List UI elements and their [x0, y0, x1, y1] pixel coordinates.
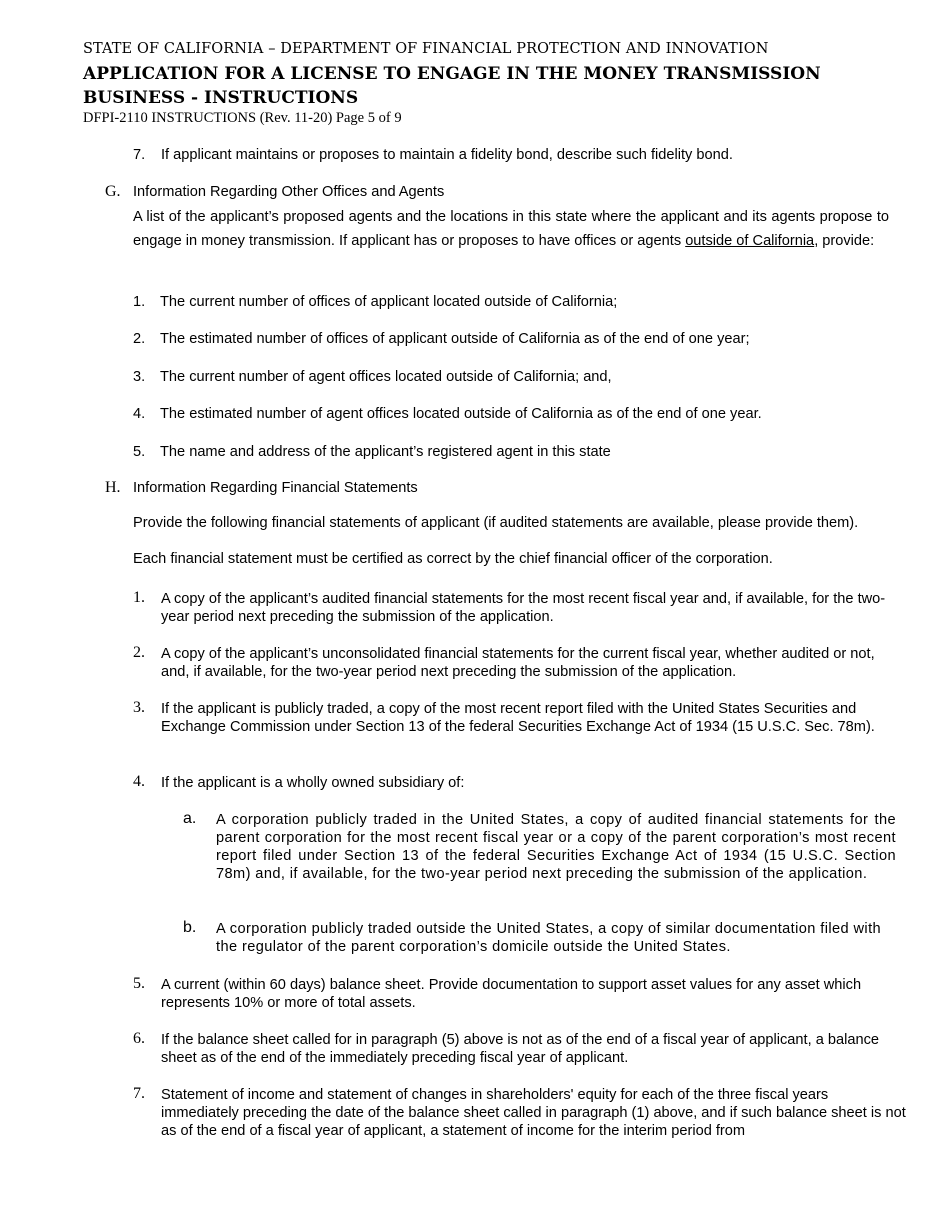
- paragraph-underlined-text: outside of California: [685, 233, 815, 249]
- list-item: A copy of the applicant’s unconsolidated financial statements for the current fiscal year, whether audited or not, and, if available, for the two-year period next preceding the submission of the application.: [161, 646, 875, 680]
- list-number: 1.: [133, 294, 146, 310]
- list-item: If the applicant is publicly traded, a copy of the most recent report filed with the United States Securities and Exchange Commission under Section 13 of the federal Securities Exchange Act of 1934 (15 U.S.C. Sec. 78m).: [161, 701, 875, 735]
- list-item: A copy of the applicant’s audited financial statements for the most recent fiscal year and, if available, for the two-year period next preceding the submission of the application.: [161, 591, 886, 625]
- list-number: 1.: [133, 589, 145, 606]
- form-reference: DFPI-2110 INSTRUCTIONS (Rev. 11-20) Page 5 of 9: [83, 110, 402, 126]
- paragraph-text: A list of the applicant’s proposed agents and the locations in this state where the applicant and its agents propose to engage in money transmission. If applicant has or proposes to have offices or agents: [133, 209, 889, 249]
- list-item: If the balance sheet called for in paragraph (5) above is not as of the end of a fiscal year of applicant, a balance sheet as of the end of the immediately preceding fiscal year of applicant.: [161, 1032, 879, 1066]
- list-text: If applicant maintains or proposes to maintain a fidelity bond, describe such fidelity bond.: [161, 147, 733, 163]
- agency-header: STATE OF CALIFORNIA – DEPARTMENT OF FINANCIAL PROTECTION AND INNOVATION: [83, 41, 769, 57]
- document-title: APPLICATION FOR A LICENSE TO ENGAGE IN THE MONEY TRANSMISSION BUSINESS - INSTRUCTIONS: [83, 64, 821, 108]
- section-intro: Each financial statement must be certified as correct by the chief financial officer of the corporation.: [133, 551, 773, 567]
- list-number: 2.: [133, 644, 145, 661]
- list-item: The name and address of the applicant’s registered agent in this state: [160, 444, 611, 460]
- sub-list-letter: a.: [183, 810, 197, 827]
- sub-list-letter: b.: [183, 919, 197, 936]
- list-number: 7.: [133, 1085, 145, 1102]
- list-item: A current (within 60 days) balance sheet. Provide documentation to support asset values for any asset which represents 10% or more of total assets.: [161, 977, 862, 1011]
- section-intro: Provide the following financial statements of applicant (if audited statements are available, please provide them).: [133, 515, 859, 531]
- list-number: 3.: [133, 369, 146, 385]
- list-number: 7.: [133, 147, 146, 163]
- section-heading: Information Regarding Other Offices and Agents: [133, 184, 445, 200]
- sub-list-item: A corporation publicly traded outside the United States, a copy of similar documentation filed with the regulator of the parent corporation’s domicile outside the United States.: [216, 921, 882, 955]
- section-heading: Information Regarding Financial Statements: [133, 480, 418, 496]
- list-number: 5.: [133, 444, 146, 460]
- list-number: 3.: [133, 699, 145, 716]
- list-item: The estimated number of agent offices located outside of California as of the end of one year.: [160, 406, 762, 422]
- section-letter: H.: [105, 479, 121, 496]
- list-item: The current number of agent offices located outside of California; and,: [160, 369, 612, 385]
- list-item: If the applicant is a wholly owned subsidiary of:: [161, 775, 465, 791]
- list-number: 6.: [133, 1030, 145, 1047]
- list-item: Statement of income and statement of changes in shareholders' equity for each of the three fiscal years immediately preceding the date of the balance sheet called in paragraph (1) above, and if such balance sheet is not as of the end of a fiscal year of applicant, a statement of income for the interim period from: [161, 1087, 906, 1139]
- paragraph-text-end: , provide:: [814, 233, 875, 249]
- list-number: 4.: [133, 773, 145, 790]
- list-item: The current number of offices of applicant located outside of California;: [160, 294, 618, 310]
- list-number: 4.: [133, 406, 146, 422]
- section-letter: G.: [105, 183, 121, 200]
- list-item: The estimated number of offices of applicant outside of California as of the end of one year;: [160, 331, 750, 347]
- section-paragraph: [133, 205, 889, 253]
- list-number: 2.: [133, 331, 146, 347]
- list-number: 5.: [133, 975, 145, 992]
- sub-list-item: A corporation publicly traded in the United States, a copy of audited financial statements for the parent corporation for the most recent fiscal year or a copy of the parent corporation’s most recent report filed under Section 13 of the federal Securities Exchange Act of 1934 (15 U.S.C. Section 78m) and, if available, for the two-year period next preceding the submission of the application.: [216, 812, 896, 882]
